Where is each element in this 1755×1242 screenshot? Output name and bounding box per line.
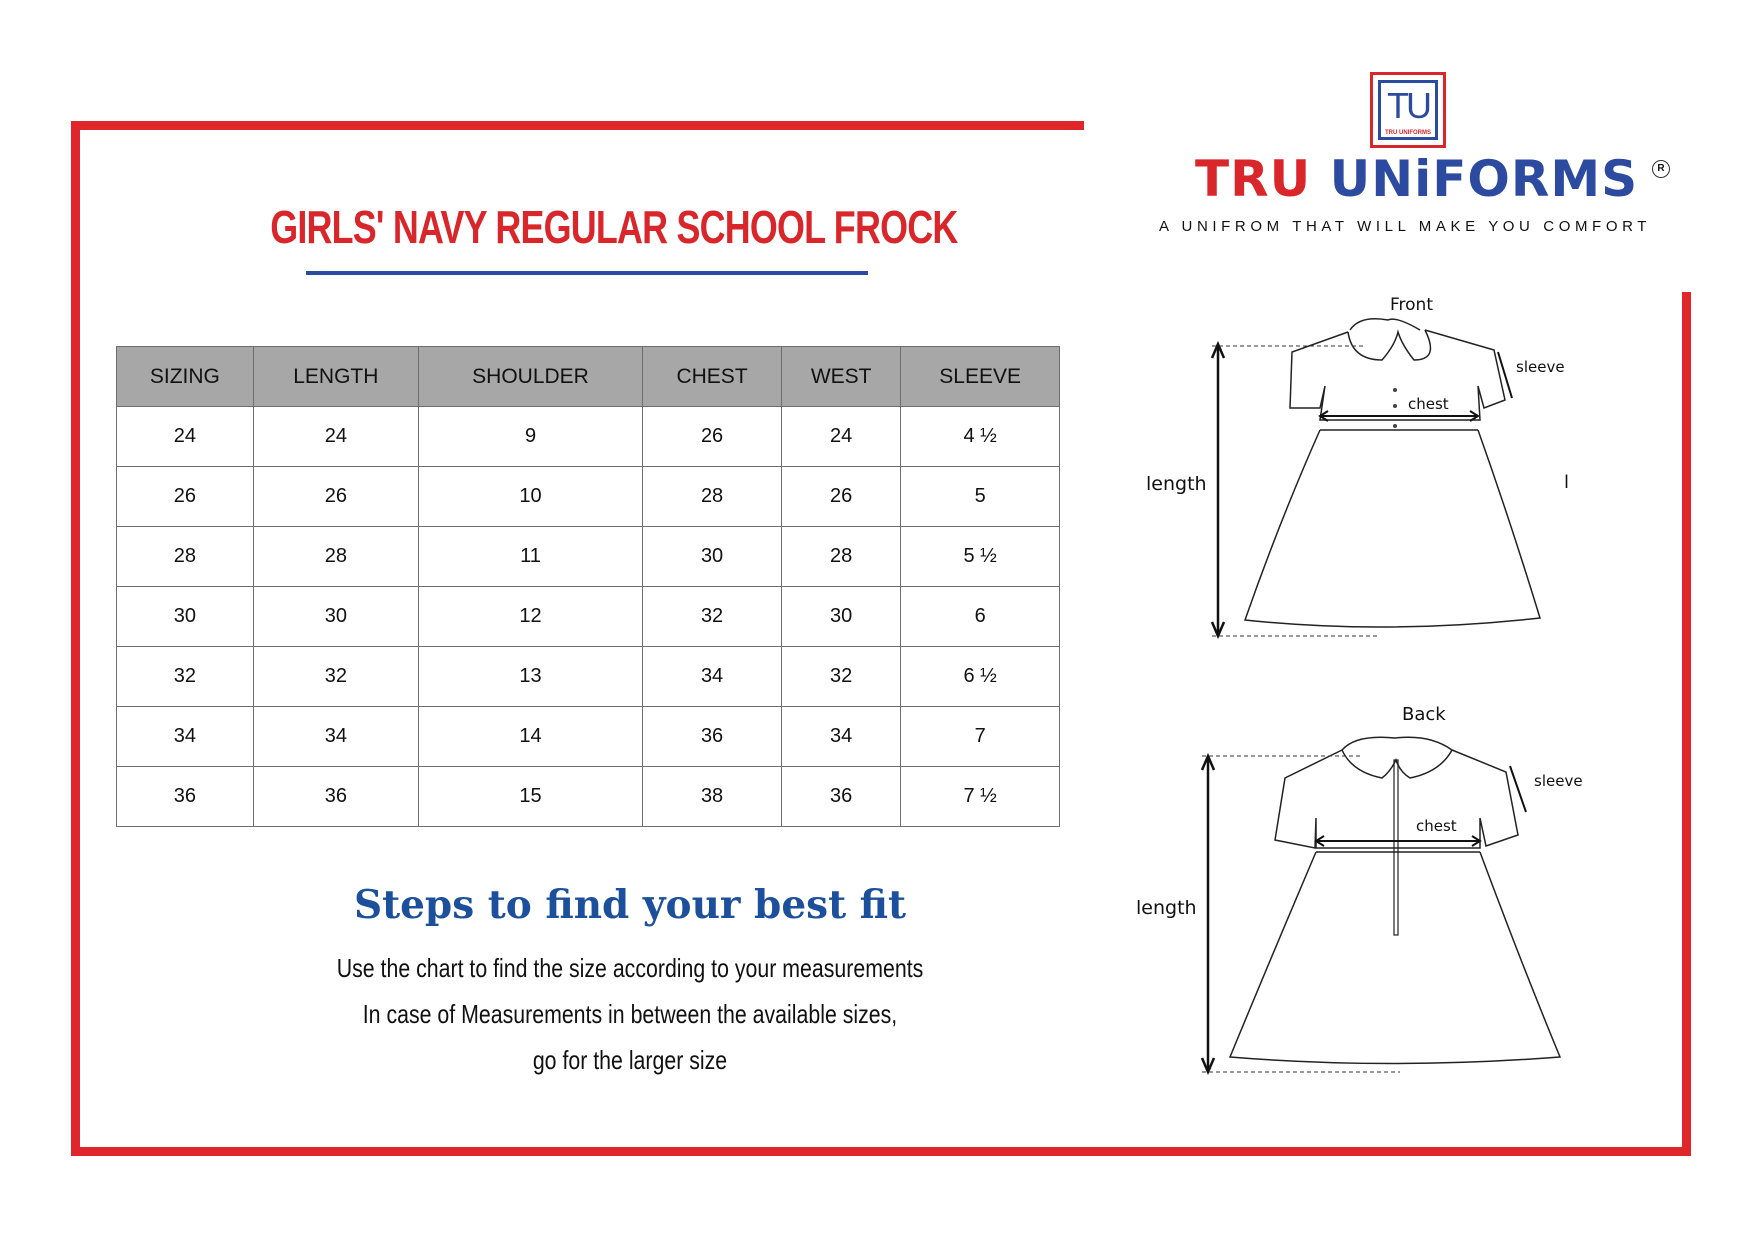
table-cell: 13 [418,647,642,707]
table-header-row [117,347,1060,407]
front-mark: l [1564,472,1570,493]
header-sizing: SIZING [117,347,254,407]
table-cell: 15 [418,767,642,827]
brand-name-part1: TRU [1195,150,1330,208]
page-title: GIRLS' NAVY REGULAR SCHOOL FROCK [270,201,958,253]
front-view-label: Front [1390,295,1433,315]
table-cell: 26 [117,467,254,527]
table-cell: 30 [643,527,782,587]
table-cell: 32 [782,647,901,707]
logo-small-text: TRU UNIFORMS [1385,130,1431,136]
table-cell: 4 ½ [901,407,1060,467]
table-cell: 36 [253,767,418,827]
table-row [117,767,1060,827]
table-row [117,527,1060,587]
table-cell: 6 [901,587,1060,647]
table-cell: 12 [418,587,642,647]
table-row [117,587,1060,647]
brand-name-part2: UNiFORMS [1329,150,1639,208]
table-cell: 38 [643,767,782,827]
table-cell: 7 ½ [901,767,1060,827]
back-sleeve-label: sleeve [1534,772,1583,790]
table-row [117,467,1060,527]
table-cell: 30 [782,587,901,647]
steps-line-2: In case of Measurements in between the available sizes, [362,999,898,1029]
table-cell: 34 [117,707,254,767]
table-cell: 32 [643,587,782,647]
frock-back-diagram [1120,700,1600,1100]
steps-line-1: Use the chart to find the size according to your measurements [336,953,924,983]
frame-bottom-bar [71,1147,1691,1156]
steps-title: Steps to find your best fit [353,882,907,928]
steps-line-3: go for the larger size [532,1045,728,1075]
table-cell: 10 [418,467,642,527]
front-sleeve-label: sleeve [1516,358,1565,376]
table-cell: 11 [418,527,642,587]
header-length: LENGTH [253,347,418,407]
table-cell: 24 [117,407,254,467]
brand-logo-icon [1370,72,1446,148]
table-cell: 24 [253,407,418,467]
table-cell: 34 [643,647,782,707]
table-cell: 34 [253,707,418,767]
table-cell: 9 [418,407,642,467]
table-cell: 36 [782,767,901,827]
table-cell: 26 [782,467,901,527]
table-cell: 6 ½ [901,647,1060,707]
table-cell: 28 [253,527,418,587]
table-row [117,407,1060,467]
header-sleeve: SLEEVE [901,347,1060,407]
back-view-label: Back [1402,704,1446,725]
table-cell: 5 [901,467,1060,527]
brand-name [1195,150,1638,208]
table-cell: 5 ½ [901,527,1060,587]
header-west: WEST [782,347,901,407]
back-length-label: length [1136,897,1197,919]
table-cell: 30 [117,587,254,647]
header-shoulder: SHOULDER [418,347,642,407]
table-cell: 14 [418,707,642,767]
frame-top-bar [71,121,1084,130]
table-cell: 7 [901,707,1060,767]
title-underline [306,271,868,275]
front-chest-label: chest [1408,395,1449,413]
size-chart-table [116,346,1060,827]
front-length-label: length [1146,473,1207,495]
registered-mark-icon: R [1652,160,1670,178]
table-cell: 32 [117,647,254,707]
logo-letters: TU [1387,85,1429,126]
table-row [117,647,1060,707]
brand-tagline: A UNIFROM THAT WILL MAKE YOU COMFORT [1158,218,1652,235]
table-cell: 32 [253,647,418,707]
table-cell: 34 [782,707,901,767]
table-row [117,707,1060,767]
table-cell: 36 [643,707,782,767]
table-cell: 24 [782,407,901,467]
table-cell: 26 [253,467,418,527]
frame-left-bar [71,121,80,1156]
frock-front-diagram [1120,290,1600,660]
table-cell: 28 [782,527,901,587]
frame-right-bar [1682,292,1691,1156]
header-chest: CHEST [643,347,782,407]
table-cell: 26 [643,407,782,467]
table-cell: 28 [117,527,254,587]
table-cell: 36 [117,767,254,827]
back-chest-label: chest [1416,817,1457,835]
table-cell: 28 [643,467,782,527]
table-cell: 30 [253,587,418,647]
